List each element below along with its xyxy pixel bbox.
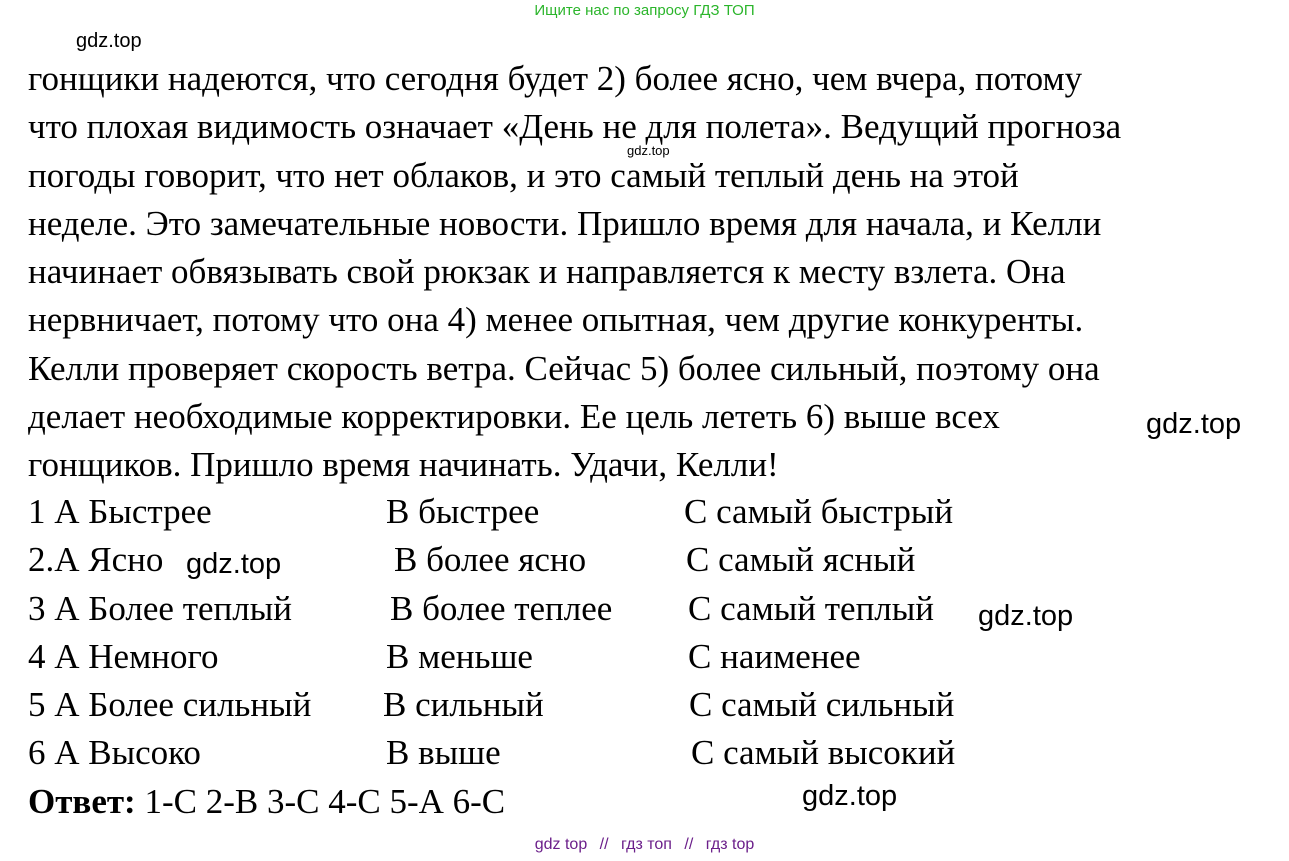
watermark: gdz.top — [627, 143, 670, 158]
text-line: гонщиков. Пришло время начинать. Удачи, Келли! — [28, 445, 779, 485]
option-c: С наименее — [688, 636, 861, 676]
option-b: В выше — [386, 733, 501, 773]
text-line: Келли проверяет скорость ветра. Сейчас 5) более сильный, поэтому она — [28, 348, 1100, 388]
answer-line — [28, 778, 505, 826]
text-line: гонщики надеются, что сегодня будет 2) более ясно, чем вчера, потому — [28, 59, 1083, 98]
watermark: gdz.top — [76, 30, 142, 52]
option-a: 2.А Ясно — [28, 540, 164, 580]
answer-label: Ответ: — [28, 782, 136, 821]
option-b: В более ясно — [394, 540, 587, 580]
option-c: С самый сильный — [689, 685, 955, 725]
option-a: 6 А Высоко — [28, 733, 201, 773]
option-b: В быстрее — [386, 492, 540, 531]
option-c: С самый теплый — [688, 588, 935, 628]
search-banner: Ищите нас по запросу ГДЗ ТОП — [534, 2, 755, 19]
watermark: gdz.top — [978, 600, 1074, 632]
watermark: gdz.top — [802, 780, 898, 812]
exercise-text — [28, 55, 1268, 490]
option-a: 3 А Более теплый — [28, 588, 292, 628]
option-c: С самый высокий — [691, 733, 956, 773]
watermark: gdz.top — [1146, 408, 1242, 440]
option-c: С самый быстрый — [684, 492, 954, 531]
footer-link-gdz-top-ru[interactable]: гдз топ — [621, 836, 672, 853]
text-line: погоды говорит, что нет облаков, и это самый теплый день на этой — [28, 155, 1019, 195]
text-line: делает необходимые корректировки. Ее цель лететь 6) выше всех — [28, 397, 1000, 437]
watermark: gdz.top — [186, 548, 282, 580]
option-a: 1 А Быстрее — [28, 492, 212, 531]
option-a: 5 А Более сильный — [28, 685, 312, 725]
option-a: 4 А Немного — [28, 636, 219, 676]
footer-separator: // — [599, 836, 609, 853]
text-line: начинает обвязывать свой рюкзак и направляется к месту взлета. Она — [28, 252, 1066, 292]
text-line: нервничает, потому что она 4) менее опытная, чем другие конкуренты. — [28, 300, 1084, 340]
option-b: В сильный — [383, 685, 544, 725]
text-line: что плохая видимость означает «День не для полета». Ведущий прогноза — [28, 107, 1122, 147]
footer-link-gdz-top-mixed[interactable]: гдз top — [705, 836, 755, 853]
footer-links — [0, 836, 1289, 854]
option-b: В более теплее — [390, 588, 613, 628]
option-b: В меньше — [386, 636, 533, 676]
option-c: С самый ясный — [686, 540, 916, 580]
text-line: неделе. Это замечательные новости. Пришло время для начала, и Келли — [28, 203, 1102, 243]
footer-link-gdz-top[interactable]: gdz top — [534, 836, 588, 853]
footer-separator: // — [684, 836, 694, 853]
answer-value: 1-С 2-В 3-С 4-С 5-А 6-С — [144, 782, 506, 821]
